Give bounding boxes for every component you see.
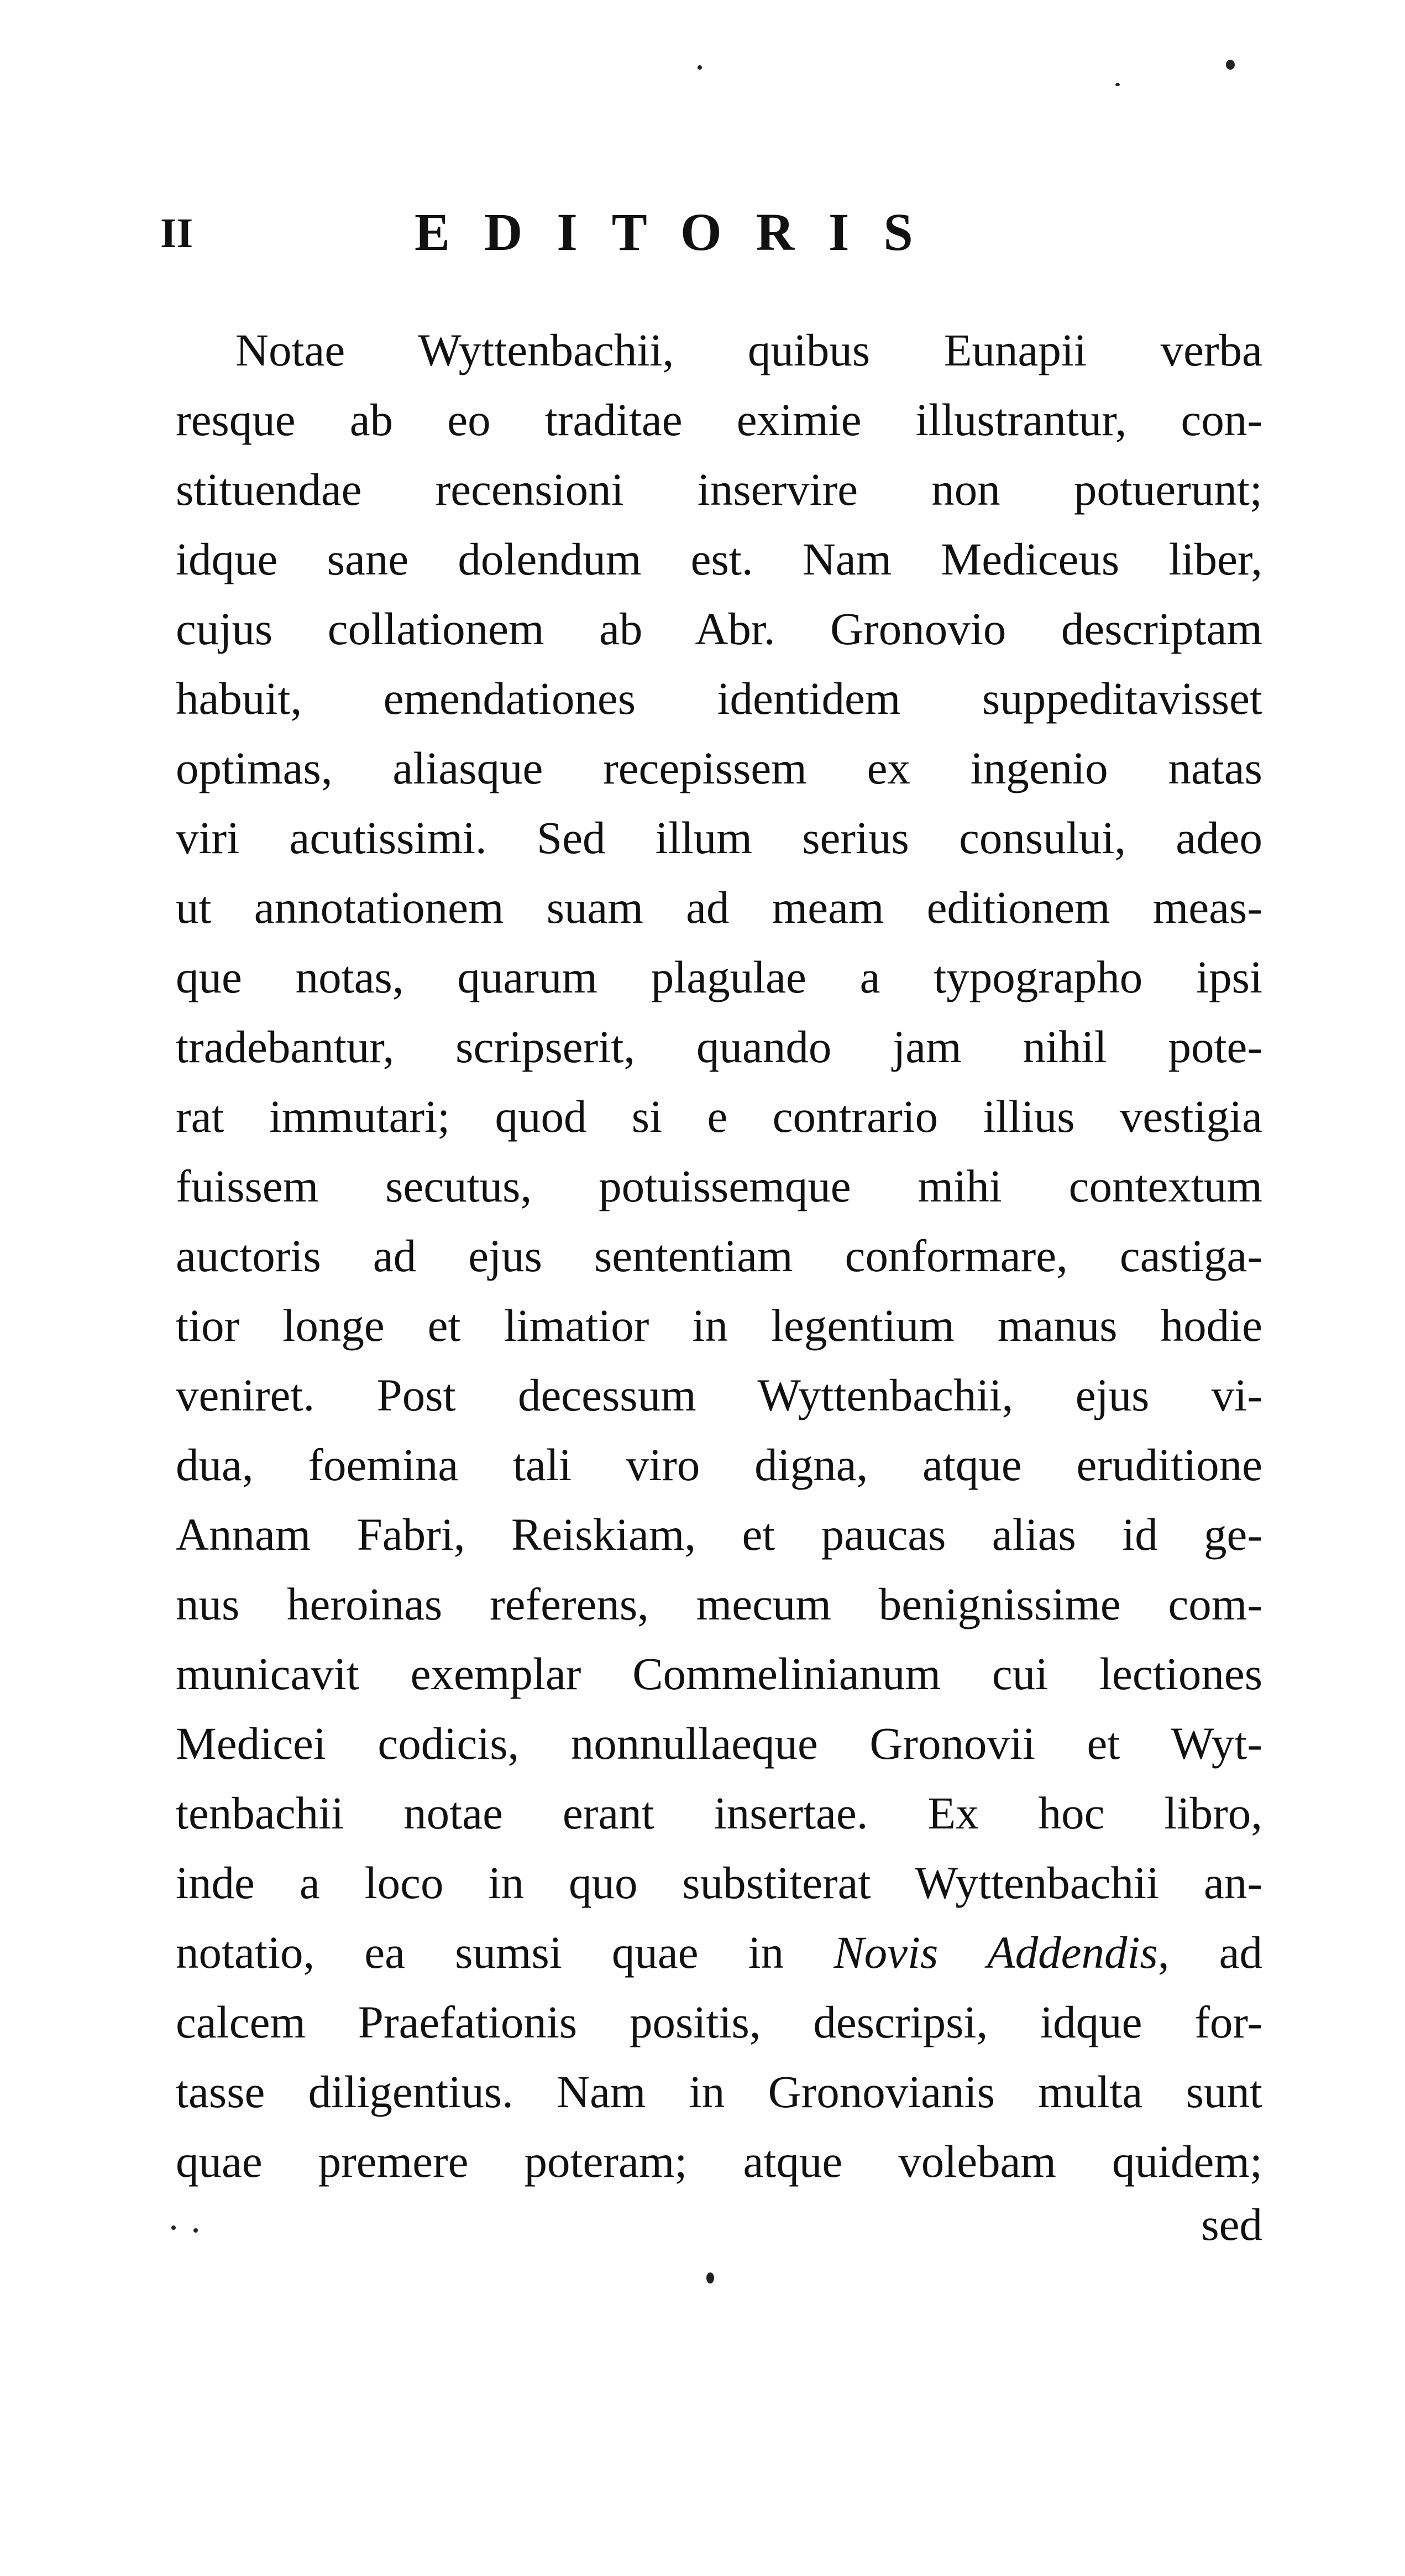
- text-line: veniret. Post decessum Wyttenbachii, ejus vi-: [176, 1370, 1262, 1420]
- text-line: que notas, quarum plagulae a typographo ipsi: [176, 952, 1262, 1002]
- italic-title: Novis Addendis: [833, 1927, 1158, 1978]
- text-line: Medicei codicis, nonnullaeque Gronovii et Wyt-: [176, 1718, 1262, 1769]
- page-header: [160, 202, 1023, 278]
- ink-speck: [706, 2272, 714, 2284]
- text-line: calcem Praefationis positis, descripsi, idque for-: [176, 1997, 1262, 2047]
- ink-speck: [698, 65, 702, 70]
- text-line: habuit, emendationes identidem suppeditavisset: [176, 673, 1262, 724]
- text-line: tradebantur, scripserit, quando jam nihil pote-: [176, 1021, 1262, 1072]
- text-line: fuissem secutus, potuissemque mihi contextum: [176, 1161, 1262, 1211]
- catchword: sed: [1201, 2199, 1262, 2250]
- text-line: inde a loco in quo substiterat Wyttenbachii an-: [176, 1857, 1262, 1908]
- text-line: Annam Fabri, Reiskiam, et paucas alias id ge-: [176, 1509, 1262, 1560]
- text-line: viri acutissimi. Sed illum serius consului, adeo: [176, 812, 1262, 863]
- text-line: quae premere poteram; atque volebam quidem;: [176, 2136, 1262, 2187]
- ink-speck: [1115, 83, 1120, 86]
- running-head: EDITORIS: [415, 202, 947, 262]
- page-number: II: [160, 210, 193, 257]
- text-line: resque ab eo traditae eximie illustrantur, con-: [176, 394, 1262, 445]
- text-line: tior longe et limatior in legentium manus hodie: [176, 1300, 1262, 1351]
- text-line: tenbachii notae erant insertae. Ex hoc libro,: [176, 1788, 1262, 1838]
- text-line: idque sane dolendum est. Nam Mediceus liber,: [176, 534, 1262, 584]
- text-line: Notae Wyttenbachii, quibus Eunapii verba: [235, 325, 1262, 375]
- ink-speck: [193, 2228, 198, 2233]
- text-line: cujus collationem ab Abr. Gronovio descriptam: [176, 603, 1262, 654]
- text-line-end: , ad: [1157, 1927, 1262, 1978]
- text-line: rat immutari; quod si e contrario illius vestigia: [176, 1091, 1262, 1142]
- text-line: nus heroinas referens, mecum benignissime com-: [176, 1579, 1262, 1629]
- text-line: tasse diligentius. Nam in Gronovianis multa sunt: [176, 2066, 1262, 2117]
- ink-speck: [171, 2225, 176, 2230]
- text-line-start: notatio, ea sumsi quae in: [176, 1927, 784, 1978]
- text-line: ut annotationem suam ad meam editionem meas-: [176, 882, 1262, 933]
- text-line-with-italic: [176, 1917, 1262, 1987]
- text-line: optimas, aliasque recepissem ex ingenio natas: [176, 743, 1262, 793]
- text-line: dua, foemina tali viro digna, atque eruditione: [176, 1439, 1262, 1490]
- body-text: [176, 315, 1262, 2196]
- text-line: municavit exemplar Commelinianum cui lectiones: [176, 1648, 1262, 1699]
- text-line: auctoris ad ejus sententiam conformare, castiga-: [176, 1230, 1262, 1281]
- text-line: stituendae recensioni inservire non potuerunt;: [176, 464, 1262, 515]
- ink-speck: [1226, 60, 1235, 70]
